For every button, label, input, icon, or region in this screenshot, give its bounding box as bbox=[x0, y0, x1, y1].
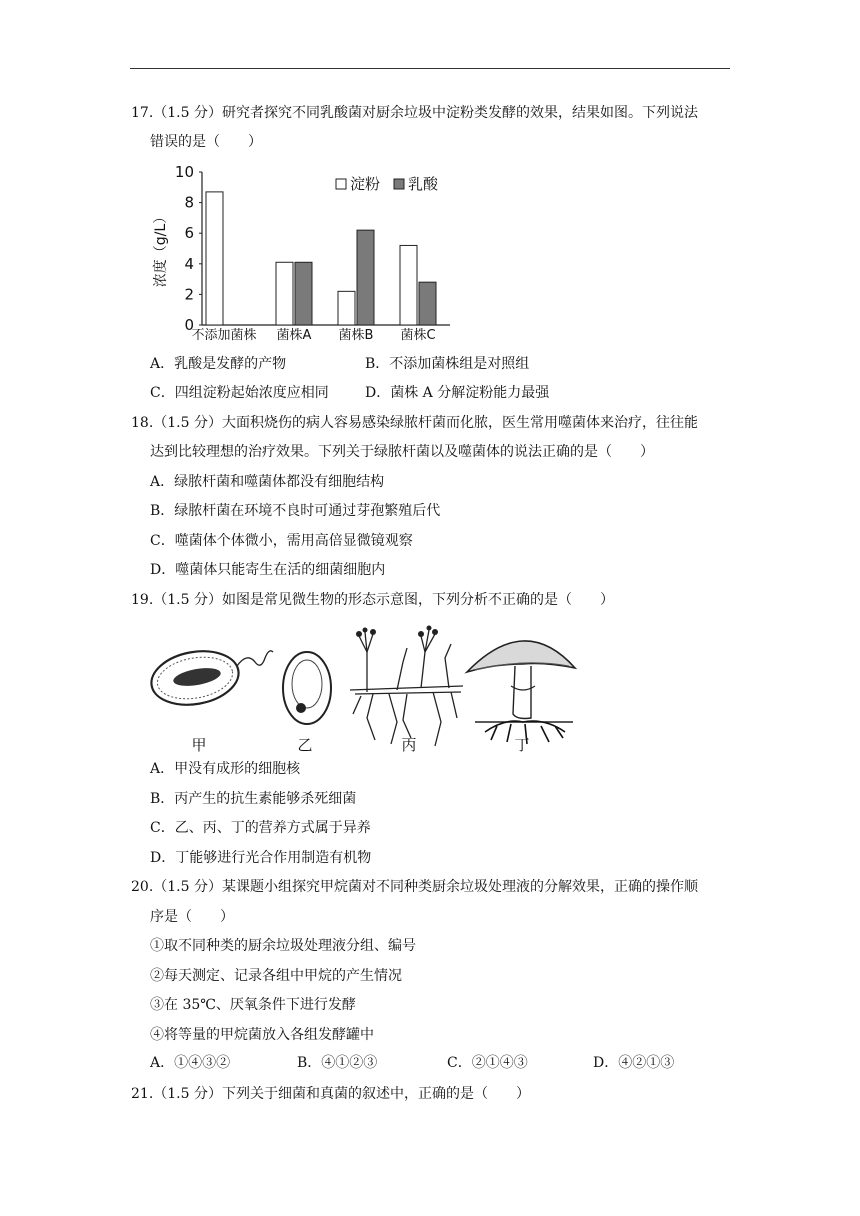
y-tick-label: 10 bbox=[174, 163, 194, 181]
mushroom-illustration bbox=[467, 641, 575, 744]
y-tick-label: 6 bbox=[184, 224, 194, 243]
header-rule bbox=[130, 68, 730, 69]
q19-option-c: C．乙、丙、丁的营养方式属于异养 bbox=[150, 820, 371, 836]
figure-label-ding: 丁 bbox=[514, 736, 530, 754]
figure-label-jia: 甲 bbox=[191, 736, 207, 754]
bar-lactic-1 bbox=[295, 262, 312, 325]
q18-option-d: D．噬菌体只能寄生在活的细菌细胞内 bbox=[150, 562, 386, 578]
figure-label-bing: 丙 bbox=[401, 736, 417, 754]
bar-lactic-3 bbox=[419, 282, 436, 325]
q17-option-a: A．乳酸是发酵的产物 bbox=[150, 356, 287, 372]
q19-option-d: D．丁能够进行光合作用制造有机物 bbox=[150, 850, 372, 866]
legend-swatch-0 bbox=[336, 179, 346, 189]
q20-step-3: ③在 35℃、厌氧条件下进行发酵 bbox=[150, 997, 356, 1013]
q17-option-b: B．不添加菌株组是对照组 bbox=[365, 356, 530, 372]
x-tick-label: 不添加菌株 bbox=[191, 328, 257, 343]
q18-option-b: B．绿脓杆菌在环境不良时可通过芽孢繁殖后代 bbox=[150, 503, 441, 519]
yeast-illustration bbox=[283, 652, 331, 724]
q20-step-4: ④将等量的甲烷菌放入各组发酵罐中 bbox=[150, 1027, 374, 1043]
q19-microbe-figure bbox=[145, 622, 585, 757]
q20-stem-line1: 20.（1.5 分）某课题小组探究甲烷菌对不同种类厨余垃圾处理液的分解效果，正确的操作顺 bbox=[131, 879, 698, 895]
figure-label-yi: 乙 bbox=[297, 736, 313, 754]
q19-stem-line1: 19.（1.5 分）如图是常见微生物的形态示意图，下列分析不正确的是（ ） bbox=[131, 592, 614, 608]
q17-bar-chart bbox=[148, 160, 458, 346]
bar-lactic-2 bbox=[357, 230, 374, 325]
y-tick-label: 4 bbox=[184, 254, 194, 273]
y-tick-label: 2 bbox=[184, 285, 194, 304]
y-tick-label: 8 bbox=[184, 193, 194, 212]
q20-option-a: A．①④③② bbox=[150, 1055, 231, 1071]
q20-option-c: C．②①④③ bbox=[447, 1055, 528, 1071]
q19-option-a: A．甲没有成形的细胞核 bbox=[150, 761, 301, 777]
q20-option-b: B．④①②③ bbox=[297, 1055, 378, 1071]
q17-option-d: D．菌株 A 分解淀粉能力最强 bbox=[365, 385, 550, 401]
q20-step-2: ②每天测定、记录各组中甲烷的产生情况 bbox=[150, 968, 402, 984]
legend-swatch-1 bbox=[394, 179, 404, 189]
q18-option-c: C．噬菌体个体微小，需用高倍显微镜观察 bbox=[150, 533, 413, 549]
q20-option-d: D．④②①③ bbox=[593, 1055, 675, 1071]
x-tick-label: 菌株B bbox=[338, 328, 374, 343]
bar-starch-3 bbox=[400, 245, 417, 325]
q17-stem-line2: 错误的是（ ） bbox=[150, 134, 262, 150]
q19-option-b: B．丙产生的抗生素能够杀死细菌 bbox=[150, 791, 357, 807]
bar-starch-1 bbox=[276, 262, 293, 325]
legend-label-0: 淀粉 bbox=[350, 175, 381, 193]
q21-stem-line1: 21.（1.5 分）下列关于细菌和真菌的叙述中，正确的是（ ） bbox=[131, 1086, 530, 1102]
bar-starch-2 bbox=[338, 291, 355, 325]
x-tick-label: 菌株A bbox=[276, 328, 312, 343]
x-tick-label: 菌株C bbox=[400, 328, 436, 343]
q18-stem-line1: 18.（1.5 分）大面积烧伤的病人容易感染绿脓杆菌而化脓，医生常用噬菌体来治疗，往往能 bbox=[131, 415, 698, 431]
q18-stem-line2: 达到比较理想的治疗效果。下列关于绿脓杆菌以及噬菌体的说法正确的是（ ） bbox=[150, 444, 654, 460]
legend-label-1: 乳酸 bbox=[408, 175, 439, 193]
y-axis-label: 浓度（g/L） bbox=[153, 209, 169, 288]
bacterium-illustration bbox=[147, 645, 273, 711]
q17-option-c: C．四组淀粉起始浓度应相同 bbox=[150, 385, 329, 401]
q17-stem-line1: 17.（1.5 分）研究者探究不同乳酸菌对厨余垃圾中淀粉类发酵的效果，结果如图。下列说法 bbox=[131, 105, 698, 121]
mold-spore-heads bbox=[356, 626, 438, 638]
q20-stem-line2: 序是（ ） bbox=[150, 909, 234, 925]
q18-option-a: A．绿脓杆菌和噬菌体都没有细胞结构 bbox=[150, 474, 385, 490]
y-tick-label: 0 bbox=[184, 316, 194, 334]
bar-starch-0 bbox=[206, 192, 223, 325]
mold-illustration bbox=[350, 630, 463, 746]
q20-step-1: ①取不同种类的厨余垃圾处理液分组、编号 bbox=[150, 938, 416, 954]
